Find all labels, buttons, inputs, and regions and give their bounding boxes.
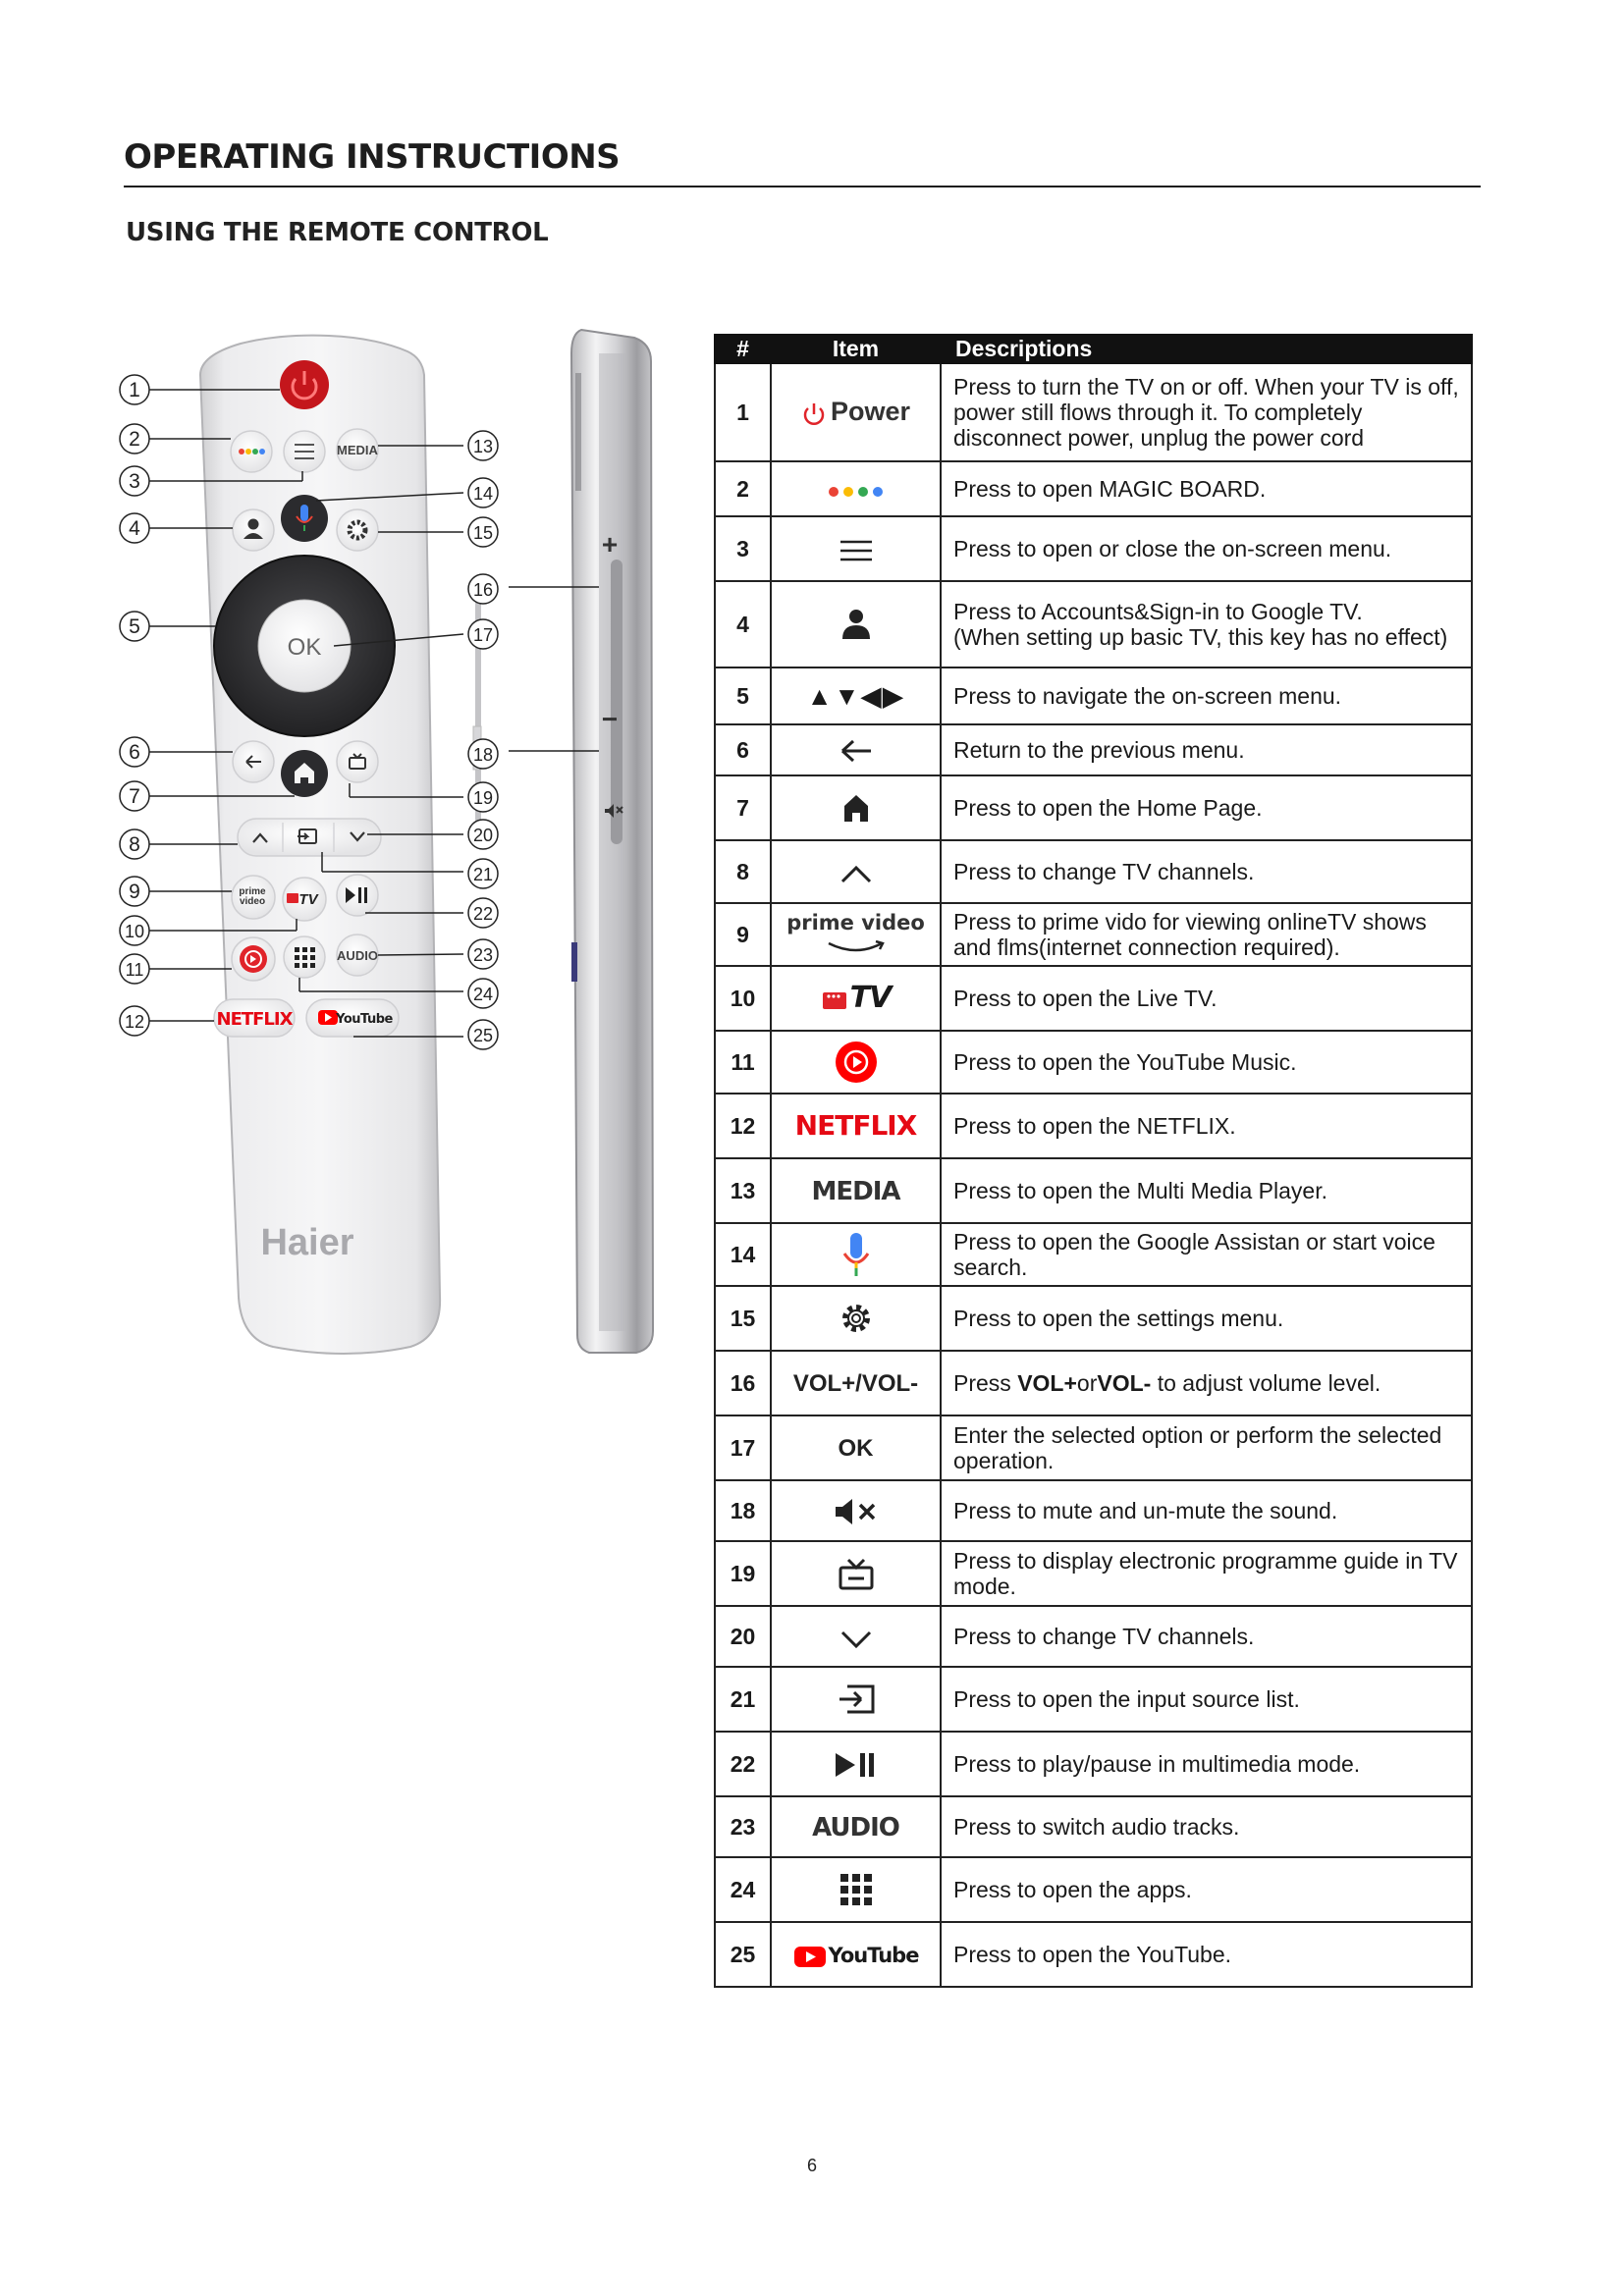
callout-8 [120, 829, 149, 859]
callout-1 [120, 375, 149, 404]
microphone-button[interactable] [281, 495, 328, 542]
play-pause-button[interactable] [337, 875, 378, 916]
description-text: Return to the previous menu. [953, 737, 1245, 763]
row-number: 4 [715, 581, 771, 667]
table-row [715, 1732, 1472, 1796]
power-button[interactable] [280, 360, 329, 409]
row-number: 22 [715, 1732, 771, 1796]
header-number: # [715, 335, 771, 363]
row-number: 13 [715, 1158, 771, 1223]
callout-label: 4 [129, 517, 140, 540]
desc-post: to adjust volume level. [1151, 1370, 1381, 1396]
callout-label: 25 [472, 1026, 494, 1045]
row-number: 8 [715, 840, 771, 903]
description-text: Press to open the NETFLIX. [953, 1113, 1236, 1139]
description-text: Press to open the Live TV. [953, 986, 1218, 1011]
row-item [771, 516, 941, 581]
menu-lines-icon [839, 536, 873, 562]
audio-button-label: AUDIO [337, 948, 378, 963]
row-item [771, 724, 941, 775]
callout-2 [120, 424, 149, 454]
item-label: AUDIO [812, 1812, 899, 1842]
row-description [941, 1732, 1472, 1796]
chevron-down-icon [840, 1625, 872, 1650]
callout-label: 22 [472, 904, 494, 924]
section-subtitle: USING THE REMOTE CONTROL [126, 218, 549, 247]
item-label: NETFLIX [794, 1109, 917, 1143]
apps-button[interactable] [284, 936, 325, 978]
description-text: Press to open the Home Page. [953, 795, 1263, 821]
callout-14 [468, 478, 498, 507]
header-item: Item [771, 335, 941, 363]
row-description [941, 1223, 1472, 1286]
row-description [941, 1857, 1472, 1922]
row-item [771, 1796, 941, 1857]
callout-20 [468, 820, 498, 849]
svg-text:−: − [601, 704, 619, 734]
back-arrow-icon [839, 737, 873, 765]
table-row [715, 581, 1472, 667]
youtube-button-label: YouTube [336, 1012, 393, 1027]
row-number: 16 [715, 1351, 771, 1415]
prime-label-line1: prime [239, 886, 266, 897]
table-row [715, 1351, 1472, 1415]
table-row [715, 667, 1472, 724]
callout-15 [468, 517, 498, 547]
row-description [941, 1031, 1472, 1094]
row-description [941, 516, 1472, 581]
magic-board-button[interactable] [231, 431, 272, 472]
description-text: Press to navigate the on-screen menu. [953, 683, 1342, 709]
ok-text-icon [839, 1435, 874, 1462]
row-number: 19 [715, 1541, 771, 1606]
callout-23 [468, 939, 498, 969]
row-number: 14 [715, 1223, 771, 1286]
callout-label: 3 [129, 470, 140, 493]
table-row [715, 1286, 1472, 1351]
row-number: 24 [715, 1857, 771, 1922]
row-item [771, 1415, 941, 1480]
netflix-button-label: NETFLIX [216, 1009, 293, 1030]
description-text: Press to open the Google Assistan or start voice search. [953, 1229, 1435, 1280]
media-button[interactable] [337, 429, 379, 470]
row-number: 7 [715, 775, 771, 840]
callout-label: 14 [472, 484, 494, 504]
media-text-icon [811, 1176, 900, 1206]
tv-guide-icon [839, 1557, 874, 1590]
callout-21 [468, 859, 498, 888]
description-text: Press to play/pause in multimedia mode. [953, 1751, 1361, 1777]
table-row [715, 903, 1472, 966]
callout-label: 16 [472, 580, 494, 600]
row-item [771, 966, 941, 1031]
row-item [771, 363, 941, 461]
row-number: 21 [715, 1667, 771, 1732]
description-text: Press to open the YouTube Music. [953, 1049, 1297, 1075]
row-item [771, 1223, 941, 1286]
row-item [771, 775, 941, 840]
netflix-button[interactable] [214, 999, 295, 1037]
row-item [771, 1606, 941, 1667]
page-title: OPERATING INSTRUCTIONS [124, 137, 621, 177]
prime-video-label: prime video [786, 911, 925, 934]
mute-icon [834, 1497, 879, 1525]
callout-12 [120, 1006, 149, 1036]
table-row [715, 1223, 1472, 1286]
callout-label: 7 [129, 785, 140, 808]
table-row [715, 1158, 1472, 1223]
row-item [771, 1667, 941, 1732]
row-description [941, 1415, 1472, 1480]
description-text: Press to open or close the on-screen menu. [953, 536, 1392, 561]
callout-24 [468, 979, 498, 1008]
callout-label: 21 [472, 865, 494, 884]
netflix-logo-icon [794, 1109, 917, 1143]
home-button[interactable] [281, 750, 328, 797]
description-text: Press to Accounts&Sign-in to Google TV. (When setting up basic TV, this key has no effect) [953, 599, 1448, 650]
prime-label-line2: video [239, 896, 266, 907]
row-number: 9 [715, 903, 771, 966]
prime-video-logo-icon [786, 912, 925, 957]
row-description [941, 840, 1472, 903]
row-item [771, 840, 941, 903]
microphone-icon [841, 1232, 871, 1277]
description-text: Press to open the apps. [953, 1877, 1192, 1902]
row-description [941, 363, 1472, 461]
row-description [941, 1541, 1472, 1606]
desc-or: or [1076, 1370, 1098, 1396]
row-number: 12 [715, 1094, 771, 1158]
power-label: Power [830, 396, 911, 426]
chevron-up-icon [840, 860, 872, 885]
table-row [715, 516, 1472, 581]
apps-grid-icon [839, 1872, 874, 1907]
callout-7 [120, 781, 149, 811]
row-description [941, 1922, 1472, 1987]
callout-17 [468, 619, 498, 649]
button-description-table [714, 334, 1473, 1988]
callout-label: 24 [472, 985, 494, 1004]
row-number: 15 [715, 1286, 771, 1351]
callout-10 [120, 916, 149, 945]
row-item [771, 1351, 941, 1415]
table-row [715, 1606, 1472, 1667]
row-item [771, 1922, 941, 1987]
magic-board-dots-icon [827, 477, 886, 503]
row-description [941, 1158, 1472, 1223]
callout-label: 1 [129, 379, 140, 401]
callout-19 [468, 782, 498, 812]
row-description [941, 461, 1472, 516]
table-row [715, 1922, 1472, 1987]
table-row [715, 1667, 1472, 1732]
table-row [715, 1415, 1472, 1480]
callout-label: 9 [129, 881, 140, 903]
audio-button[interactable] [337, 934, 378, 976]
description-text: Press to display electronic programme guide in TV mode. [953, 1548, 1458, 1599]
description-text: Press to open the input source list. [953, 1686, 1300, 1712]
row-item [771, 667, 941, 724]
callout-16 [468, 574, 498, 604]
item-label: VOL+/VOL- [792, 1370, 919, 1398]
callout-label: 20 [472, 826, 494, 845]
callout-3 [120, 466, 149, 496]
play-pause-icon [834, 1750, 879, 1779]
settings-button[interactable] [337, 509, 378, 551]
callout-label: 10 [124, 922, 145, 941]
callout-label: 19 [472, 788, 494, 808]
table-row [715, 724, 1472, 775]
table-row [715, 461, 1472, 516]
tv-guide-button[interactable] [337, 741, 378, 782]
row-description [941, 775, 1472, 840]
row-number: 17 [715, 1415, 771, 1480]
item-label: OK [838, 1435, 874, 1463]
row-description [941, 1606, 1472, 1667]
description-text: Press to prime vido for viewing onlineTV shows and flms(internet connection required). [953, 909, 1427, 960]
navigation-arrows-icon [807, 683, 904, 710]
row-description [941, 1094, 1472, 1158]
callout-label: 17 [472, 625, 494, 645]
power-icon [801, 396, 911, 427]
row-number: 20 [715, 1606, 771, 1667]
live-tv-button[interactable] [283, 878, 326, 921]
haier-logo: Haier [260, 1222, 354, 1263]
row-item [771, 1732, 941, 1796]
table-header-row [715, 335, 1472, 363]
row-number: 2 [715, 461, 771, 516]
callout-11 [120, 954, 149, 984]
desc-pre: Press [953, 1370, 1018, 1396]
row-item [771, 461, 941, 516]
audio-text-icon [812, 1812, 899, 1842]
row-description [941, 1286, 1472, 1351]
item-label: ▲▼◀▶ [806, 681, 905, 712]
ok-button-label: OK [287, 634, 322, 661]
header-descriptions: Descriptions [941, 335, 1472, 363]
media-button-label: MEDIA [337, 443, 378, 457]
table-row [715, 1541, 1472, 1606]
description-text: Press to open the settings menu. [953, 1306, 1284, 1331]
row-number: 3 [715, 516, 771, 581]
youtube-logo-icon [793, 1942, 919, 1968]
row-item [771, 903, 941, 966]
row-number: 6 [715, 724, 771, 775]
row-item [771, 1286, 941, 1351]
description-text: Enter the selected option or perform the selected operation. [953, 1422, 1442, 1473]
input-source-icon [838, 1684, 875, 1714]
table-row [715, 775, 1472, 840]
back-button[interactable] [233, 741, 274, 782]
description-text: Press to turn the TV on or off. When your TV is off, power still flows through it. To completely disconnect power, unplug the power cord [953, 374, 1459, 451]
row-description [941, 1667, 1472, 1732]
row-item [771, 1480, 941, 1541]
row-number: 18 [715, 1480, 771, 1541]
callout-9 [120, 877, 149, 906]
youtube-music-button[interactable] [232, 937, 275, 981]
svg-text:+: + [601, 529, 619, 560]
settings-gear-icon [839, 1302, 873, 1335]
youtube-music-icon [835, 1041, 878, 1084]
row-number: 11 [715, 1031, 771, 1094]
row-number: 25 [715, 1922, 771, 1987]
callout-label: 23 [472, 945, 494, 965]
account-button[interactable] [233, 509, 274, 551]
row-item [771, 1031, 941, 1094]
callout-label: 6 [129, 741, 140, 764]
youtube-label: YouTube [828, 1944, 919, 1968]
row-number: 10 [715, 966, 771, 1031]
description-text: Press to open MAGIC BOARD. [953, 476, 1267, 502]
remote-side-view [473, 330, 653, 1353]
callout-label: 13 [472, 437, 494, 456]
table-row [715, 1857, 1472, 1922]
row-number: 5 [715, 667, 771, 724]
table-row [715, 1796, 1472, 1857]
callout-13 [468, 431, 498, 460]
row-description [941, 1351, 1472, 1415]
description-text: Press to mute and un-mute the sound. [953, 1498, 1338, 1523]
youtube-button[interactable] [306, 999, 399, 1037]
table-row [715, 363, 1472, 461]
live-tv-label: TV [849, 980, 892, 1015]
description-text: Press to open the Multi Media Player. [953, 1178, 1327, 1203]
account-person-icon [841, 609, 871, 640]
callout-label: 2 [129, 428, 140, 451]
live-tv-logo-icon [821, 980, 892, 1015]
row-description [941, 581, 1472, 667]
row-item [771, 1158, 941, 1223]
page-number: 6 [806, 2156, 817, 2175]
table-row [715, 1094, 1472, 1158]
row-description [941, 903, 1472, 966]
row-number: 23 [715, 1796, 771, 1857]
description-text: Press to change TV channels. [953, 859, 1255, 884]
row-item [771, 581, 941, 667]
callout-label: 5 [129, 615, 140, 638]
row-description [941, 1796, 1472, 1857]
callout-5 [120, 612, 149, 641]
row-item [771, 1857, 941, 1922]
description-text: Press to switch audio tracks. [953, 1814, 1240, 1840]
callout-label: 18 [472, 745, 494, 765]
callout-label: 8 [129, 833, 140, 856]
row-item [771, 1094, 941, 1158]
row-description [941, 1480, 1472, 1541]
desc-vol-down: VOL- [1097, 1370, 1152, 1396]
desc-vol-up: VOL+ [1017, 1370, 1077, 1396]
title-divider [124, 186, 1481, 187]
callout-label: 15 [472, 523, 494, 543]
description-text: Press to open the YouTube. [953, 1942, 1232, 1967]
live-tv-button-label: TV [298, 891, 318, 908]
table-row [715, 840, 1472, 903]
menu-button[interactable] [284, 431, 325, 472]
row-item [771, 1541, 941, 1606]
table-row [715, 1031, 1472, 1094]
row-description [941, 966, 1472, 1031]
callout-label: 11 [125, 960, 144, 980]
row-description [941, 724, 1472, 775]
callout-18 [468, 739, 498, 769]
prime-video-button[interactable] [232, 876, 275, 919]
table-row [715, 966, 1472, 1031]
callout-6 [120, 737, 149, 767]
callout-25 [468, 1020, 498, 1049]
volume-text-icon [793, 1370, 918, 1397]
remote-control-illustration [98, 314, 677, 1394]
item-label: MEDIA [811, 1176, 900, 1206]
description-text: Press to change TV channels. [953, 1624, 1255, 1649]
callout-label: 12 [124, 1012, 145, 1032]
callout-4 [120, 513, 149, 543]
row-number: 1 [715, 363, 771, 461]
callout-22 [468, 898, 498, 928]
home-icon [842, 793, 870, 823]
table-row [715, 1480, 1472, 1541]
row-description [941, 667, 1472, 724]
